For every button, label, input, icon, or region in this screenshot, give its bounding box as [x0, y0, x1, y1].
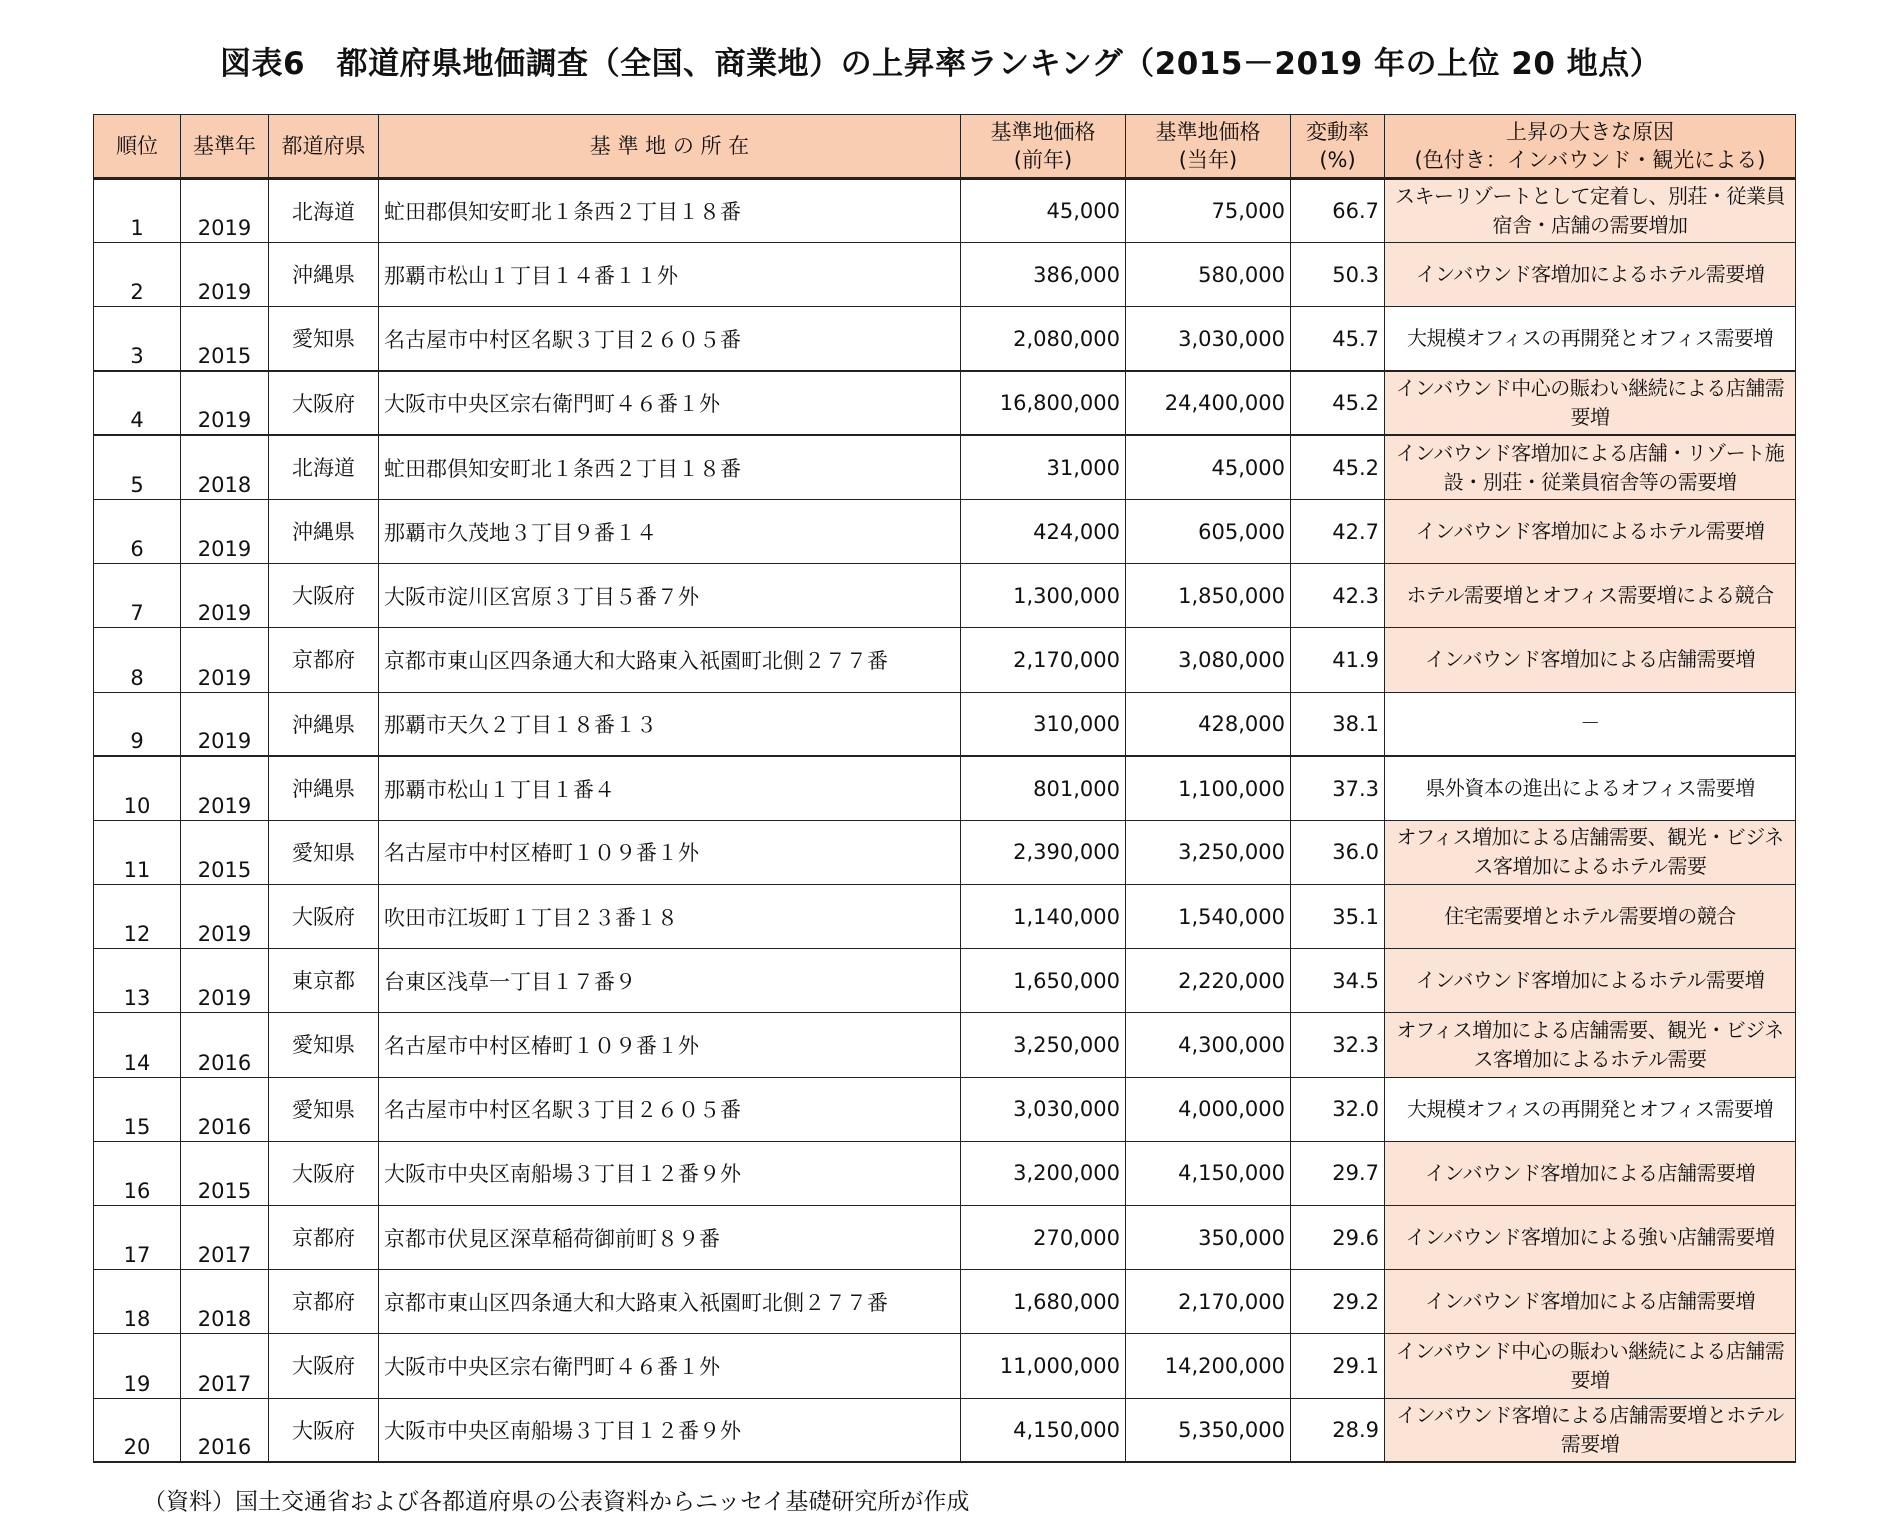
- cell-prefecture: 愛知県: [269, 1013, 379, 1077]
- cell-change-rate: 35.1: [1291, 885, 1385, 949]
- cell-prefecture: 大阪府: [269, 885, 379, 949]
- cell-curr-price: 2,220,000: [1126, 949, 1291, 1013]
- cell-rank: 3: [94, 307, 181, 371]
- cell-prefecture: 沖縄県: [269, 499, 379, 563]
- cell-change-rate: 42.7: [1291, 499, 1385, 563]
- cell-rank: 7: [94, 564, 181, 628]
- cell-prev-price: 424,000: [961, 499, 1126, 563]
- cell-rank: 8: [94, 628, 181, 692]
- header-curr-price-line1: 基準地価格: [1155, 119, 1261, 144]
- cell-address: 大阪市中央区宗右衛門町４６番１外: [379, 371, 961, 435]
- cell-year: 2016: [181, 1077, 269, 1141]
- cell-change-rate: 66.7: [1291, 179, 1385, 243]
- cell-change-rate: 45.7: [1291, 307, 1385, 371]
- header-prev-price: [961, 115, 1126, 179]
- table-row: [94, 499, 1796, 563]
- cell-year: 2019: [181, 179, 269, 243]
- cell-rank: 2: [94, 243, 181, 307]
- cell-address: 京都市伏見区深草稲荷御前町８９番: [379, 1206, 961, 1270]
- table-row: [94, 564, 1796, 628]
- table-row: [94, 307, 1796, 371]
- cell-prev-price: 3,250,000: [961, 1013, 1126, 1077]
- cell-address: 那覇市松山１丁目１４番１１外: [379, 243, 961, 307]
- cell-year: 2015: [181, 307, 269, 371]
- cell-change-rate: 37.3: [1291, 756, 1385, 820]
- cell-prefecture: 愛知県: [269, 1077, 379, 1141]
- cell-prev-price: 16,800,000: [961, 371, 1126, 435]
- header-change-line1: 変動率: [1306, 119, 1369, 144]
- cell-prefecture: 大阪府: [269, 1141, 379, 1205]
- cell-prev-price: 2,170,000: [961, 628, 1126, 692]
- cell-prev-price: 4,150,000: [961, 1398, 1126, 1462]
- table-row: [94, 885, 1796, 949]
- header-curr-price: [1126, 115, 1291, 179]
- cell-change-rate: 29.7: [1291, 1141, 1385, 1205]
- cell-address: 名古屋市中村区椿町１０９番１外: [379, 1013, 961, 1077]
- cell-rank: 16: [94, 1141, 181, 1205]
- table-row: [94, 692, 1796, 756]
- cell-reason: 県外資本の進出によるオフィス需要増: [1385, 756, 1796, 820]
- cell-year: 2015: [181, 1141, 269, 1205]
- cell-reason: －: [1385, 692, 1796, 756]
- cell-reason: インバウンド客増加によるホテル需要増: [1385, 243, 1796, 307]
- header-prefecture: 都道府県: [269, 115, 379, 179]
- header-prev-price-line1: 基準地価格: [990, 119, 1096, 144]
- table-row: [94, 1206, 1796, 1270]
- cell-prev-price: 2,390,000: [961, 820, 1126, 884]
- cell-curr-price: 4,150,000: [1126, 1141, 1291, 1205]
- cell-reason: オフィス増加による店舗需要、観光・ビジネス客増加によるホテル需要: [1385, 820, 1796, 884]
- cell-reason: インバウンド客増加によるホテル需要増: [1385, 499, 1796, 563]
- cell-year: 2016: [181, 1013, 269, 1077]
- cell-rank: 11: [94, 820, 181, 884]
- cell-reason: インバウンド中心の賑わい継続による店舗需要増: [1385, 1334, 1796, 1398]
- source-note: （資料）国土交通省および各都道府県の公表資料からニッセイ基礎研究所が作成: [143, 1489, 970, 1515]
- cell-change-rate: 36.0: [1291, 820, 1385, 884]
- cell-prev-price: 1,300,000: [961, 564, 1126, 628]
- table-row: [94, 628, 1796, 692]
- cell-prefecture: 愛知県: [269, 307, 379, 371]
- cell-curr-price: 3,250,000: [1126, 820, 1291, 884]
- cell-address: 京都市東山区四条通大和大路東入祇園町北側２７７番: [379, 628, 961, 692]
- cell-prev-price: 2,080,000: [961, 307, 1126, 371]
- cell-reason: インバウンド客増加による強い店舗需要増: [1385, 1206, 1796, 1270]
- cell-change-rate: 41.9: [1291, 628, 1385, 692]
- table-row: [94, 756, 1796, 820]
- cell-address: 名古屋市中村区椿町１０９番１外: [379, 820, 961, 884]
- cell-curr-price: 45,000: [1126, 435, 1291, 499]
- cell-address: 那覇市天久２丁目１８番１３: [379, 692, 961, 756]
- cell-curr-price: 1,850,000: [1126, 564, 1291, 628]
- cell-address: 那覇市松山１丁目１番４: [379, 756, 961, 820]
- cell-curr-price: 4,300,000: [1126, 1013, 1291, 1077]
- cell-rank: 19: [94, 1334, 181, 1398]
- cell-reason: オフィス増加による店舗需要、観光・ビジネス客増加によるホテル需要: [1385, 1013, 1796, 1077]
- cell-address: 台東区浅草一丁目１７番９: [379, 949, 961, 1013]
- header-rank: 順位: [94, 115, 181, 179]
- cell-rank: 20: [94, 1398, 181, 1462]
- cell-rank: 14: [94, 1013, 181, 1077]
- cell-prefecture: 沖縄県: [269, 692, 379, 756]
- cell-change-rate: 45.2: [1291, 435, 1385, 499]
- table-row: [94, 371, 1796, 435]
- cell-curr-price: 24,400,000: [1126, 371, 1291, 435]
- cell-year: 2019: [181, 692, 269, 756]
- cell-address: 名古屋市中村区名駅３丁目２６０５番: [379, 307, 961, 371]
- cell-rank: 6: [94, 499, 181, 563]
- cell-prev-price: 45,000: [961, 179, 1126, 243]
- table-row: [94, 1334, 1796, 1398]
- cell-change-rate: 28.9: [1291, 1398, 1385, 1462]
- table-row: [94, 1270, 1796, 1334]
- cell-rank: 10: [94, 756, 181, 820]
- cell-address: 名古屋市中村区名駅３丁目２６０５番: [379, 1077, 961, 1141]
- figure-title: 図表6 都道府県地価調査（全国、商業地）の上昇率ランキング（2015－2019 年の上位 20 地点）: [220, 46, 1662, 82]
- ranking-table-container: [93, 114, 1795, 1463]
- cell-curr-price: 3,080,000: [1126, 628, 1291, 692]
- cell-address: 虻田郡倶知安町北１条西２丁目１８番: [379, 435, 961, 499]
- cell-change-rate: 42.3: [1291, 564, 1385, 628]
- cell-curr-price: 580,000: [1126, 243, 1291, 307]
- cell-prefecture: 京都府: [269, 1206, 379, 1270]
- cell-address: 吹田市江坂町１丁目２３番１８: [379, 885, 961, 949]
- cell-curr-price: 350,000: [1126, 1206, 1291, 1270]
- table-row: [94, 1398, 1796, 1462]
- cell-rank: 9: [94, 692, 181, 756]
- cell-curr-price: 75,000: [1126, 179, 1291, 243]
- table-row: [94, 179, 1796, 243]
- cell-prefecture: 大阪府: [269, 1398, 379, 1462]
- cell-rank: 5: [94, 435, 181, 499]
- cell-change-rate: 32.3: [1291, 1013, 1385, 1077]
- cell-year: 2019: [181, 885, 269, 949]
- cell-prefecture: 沖縄県: [269, 243, 379, 307]
- cell-curr-price: 3,030,000: [1126, 307, 1291, 371]
- cell-prev-price: 386,000: [961, 243, 1126, 307]
- table-row: [94, 949, 1796, 1013]
- cell-address: 虻田郡倶知安町北１条西２丁目１８番: [379, 179, 961, 243]
- cell-prefecture: 京都府: [269, 1270, 379, 1334]
- header-change-line2: (%): [1319, 148, 1356, 172]
- cell-address: 那覇市久茂地３丁目９番１４: [379, 499, 961, 563]
- table-row: [94, 820, 1796, 884]
- cell-prev-price: 270,000: [961, 1206, 1126, 1270]
- cell-rank: 18: [94, 1270, 181, 1334]
- cell-reason: インバウンド客増による店舗需要増とホテル需要増: [1385, 1398, 1796, 1462]
- cell-year: 2017: [181, 1334, 269, 1398]
- cell-reason: スキーリゾートとして定着し、別荘・従業員宿舎・店舗の需要増加: [1385, 179, 1796, 243]
- cell-year: 2015: [181, 820, 269, 884]
- header-prev-price-line2: (前年): [1013, 148, 1073, 172]
- table-header: [94, 115, 1796, 179]
- ranking-table: [93, 114, 1796, 1463]
- cell-prev-price: 31,000: [961, 435, 1126, 499]
- cell-reason: インバウンド客増加による店舗需要増: [1385, 1141, 1796, 1205]
- cell-curr-price: 4,000,000: [1126, 1077, 1291, 1141]
- cell-rank: 15: [94, 1077, 181, 1141]
- cell-prev-price: 801,000: [961, 756, 1126, 820]
- table-row: [94, 1077, 1796, 1141]
- cell-prefecture: 京都府: [269, 628, 379, 692]
- cell-year: 2019: [181, 949, 269, 1013]
- cell-curr-price: 428,000: [1126, 692, 1291, 756]
- cell-year: 2019: [181, 499, 269, 563]
- cell-year: 2018: [181, 1270, 269, 1334]
- cell-change-rate: 34.5: [1291, 949, 1385, 1013]
- cell-prefecture: 愛知県: [269, 820, 379, 884]
- cell-curr-price: 5,350,000: [1126, 1398, 1291, 1462]
- cell-rank: 13: [94, 949, 181, 1013]
- cell-change-rate: 38.1: [1291, 692, 1385, 756]
- cell-year: 2019: [181, 628, 269, 692]
- header-year: 基準年: [181, 115, 269, 179]
- cell-prev-price: 1,680,000: [961, 1270, 1126, 1334]
- header-address: 基 準 地 の 所 在: [379, 115, 961, 179]
- cell-curr-price: 1,540,000: [1126, 885, 1291, 949]
- cell-change-rate: 50.3: [1291, 243, 1385, 307]
- cell-prefecture: 東京都: [269, 949, 379, 1013]
- cell-year: 2017: [181, 1206, 269, 1270]
- cell-change-rate: 32.0: [1291, 1077, 1385, 1141]
- cell-year: 2018: [181, 435, 269, 499]
- cell-prev-price: 11,000,000: [961, 1334, 1126, 1398]
- cell-reason: ホテル需要増とオフィス需要増による競合: [1385, 564, 1796, 628]
- cell-address: 京都市東山区四条通大和大路東入祇園町北側２７７番: [379, 1270, 961, 1334]
- cell-prev-price: 1,140,000: [961, 885, 1126, 949]
- cell-rank: 12: [94, 885, 181, 949]
- cell-year: 2019: [181, 564, 269, 628]
- cell-prefecture: 北海道: [269, 179, 379, 243]
- cell-rank: 1: [94, 179, 181, 243]
- table-row: [94, 435, 1796, 499]
- cell-curr-price: 14,200,000: [1126, 1334, 1291, 1398]
- cell-curr-price: 1,100,000: [1126, 756, 1291, 820]
- cell-rank: 17: [94, 1206, 181, 1270]
- cell-reason: 住宅需要増とホテル需要増の競合: [1385, 885, 1796, 949]
- cell-address: 大阪市中央区南船場３丁目１２番９外: [379, 1398, 961, 1462]
- cell-rank: 4: [94, 371, 181, 435]
- cell-prefecture: 大阪府: [269, 564, 379, 628]
- cell-prev-price: 310,000: [961, 692, 1126, 756]
- cell-reason: 大規模オフィスの再開発とオフィス需要増: [1385, 307, 1796, 371]
- header-reason-line2: (色付き：インバウンド・観光による): [1414, 148, 1766, 172]
- cell-reason: インバウンド中心の賑わい継続による店舗需要増: [1385, 371, 1796, 435]
- header-change: [1291, 115, 1385, 179]
- cell-prefecture: 大阪府: [269, 1334, 379, 1398]
- cell-year: 2019: [181, 243, 269, 307]
- cell-prev-price: 3,200,000: [961, 1141, 1126, 1205]
- table-row: [94, 243, 1796, 307]
- cell-reason: 大規模オフィスの再開発とオフィス需要増: [1385, 1077, 1796, 1141]
- header-reason: [1385, 115, 1796, 179]
- cell-curr-price: 2,170,000: [1126, 1270, 1291, 1334]
- cell-address: 大阪市中央区宗右衛門町４６番１外: [379, 1334, 961, 1398]
- cell-reason: インバウンド客増加によるホテル需要増: [1385, 949, 1796, 1013]
- cell-prev-price: 1,650,000: [961, 949, 1126, 1013]
- cell-change-rate: 29.2: [1291, 1270, 1385, 1334]
- cell-curr-price: 605,000: [1126, 499, 1291, 563]
- table-body: [94, 179, 1796, 1463]
- cell-year: 2019: [181, 371, 269, 435]
- cell-prefecture: 沖縄県: [269, 756, 379, 820]
- cell-change-rate: 45.2: [1291, 371, 1385, 435]
- cell-reason: インバウンド客増加による店舗需要増: [1385, 628, 1796, 692]
- cell-address: 大阪市淀川区宮原３丁目５番７外: [379, 564, 961, 628]
- table-row: [94, 1141, 1796, 1205]
- cell-reason: インバウンド客増加による店舗需要増: [1385, 1270, 1796, 1334]
- cell-prev-price: 3,030,000: [961, 1077, 1126, 1141]
- cell-year: 2016: [181, 1398, 269, 1462]
- cell-change-rate: 29.6: [1291, 1206, 1385, 1270]
- header-curr-price-line2: (当年): [1178, 148, 1238, 172]
- cell-prefecture: 北海道: [269, 435, 379, 499]
- cell-reason: インバウンド客増加による店舗・リゾート施設・別荘・従業員宿舎等の需要増: [1385, 435, 1796, 499]
- cell-change-rate: 29.1: [1291, 1334, 1385, 1398]
- cell-year: 2019: [181, 756, 269, 820]
- cell-address: 大阪市中央区南船場３丁目１２番９外: [379, 1141, 961, 1205]
- header-reason-line1: 上昇の大きな原因: [1506, 119, 1674, 144]
- table-row: [94, 1013, 1796, 1077]
- cell-prefecture: 大阪府: [269, 371, 379, 435]
